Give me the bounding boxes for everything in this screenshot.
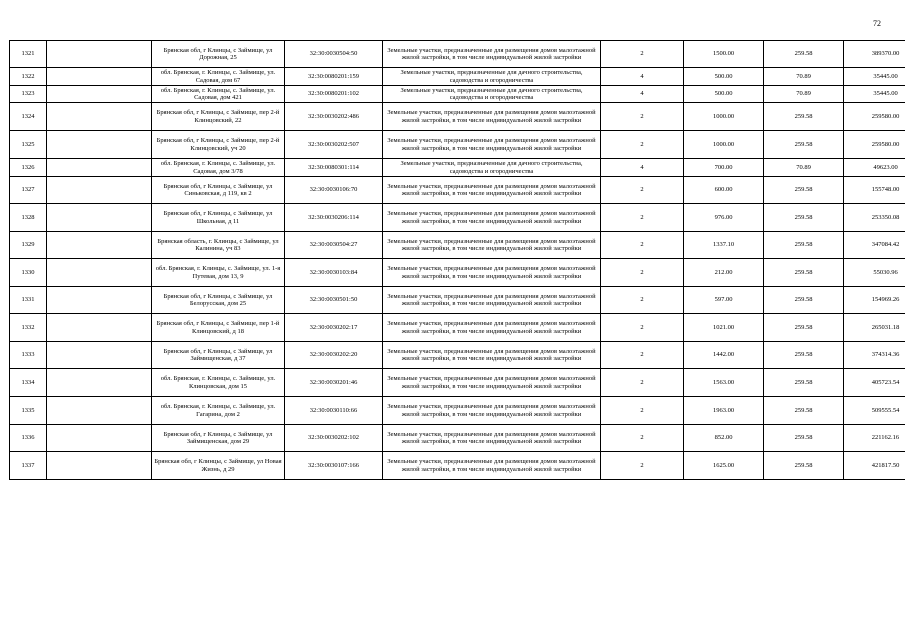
- table-row: [10, 131, 905, 159]
- row-number-cell: 1328: [10, 204, 47, 232]
- area-cell: 500.00: [684, 86, 764, 103]
- cadastral-number-cell: 32:30:0030202:507: [285, 131, 383, 159]
- table-row: [10, 397, 905, 425]
- cadastral-value-cell: 35445.00: [844, 86, 905, 103]
- row-number-cell: 1333: [10, 342, 47, 369]
- blank-cell: [47, 452, 152, 480]
- land-purpose-cell: Земельные участки, предназначенные для размещения домов малоэтажной жилой застройки, в том числе индивидуальной жилой застройки: [383, 103, 601, 131]
- land-purpose-cell: Земельные участки, предназначенные для размещения домов малоэтажной жилой застройки, в том числе индивидуальной жилой застройки: [383, 259, 601, 287]
- row-number-cell: 1326: [10, 159, 47, 177]
- blank-cell: [47, 204, 152, 232]
- specific-value-cell: 259.58: [764, 369, 844, 397]
- land-purpose-cell: Земельные участки, предназначенные для дачного строительства, садоводства и огородничества: [383, 159, 601, 177]
- address-cell: Брянская обл, г Клинцы, с Займище, пер 2-й Клинцовский, уч 20: [152, 131, 285, 159]
- land-purpose-cell: Земельные участки, предназначенные для размещения домов малоэтажной жилой застройки, в том числе индивидуальной жилой застройки: [383, 287, 601, 314]
- area-cell: 1963.00: [684, 397, 764, 425]
- group-number-cell: 2: [601, 342, 684, 369]
- cadastral-value-cell: 55030.96: [844, 259, 905, 287]
- cadastral-number-cell: 32:30:0030201:46: [285, 369, 383, 397]
- specific-value-cell: 259.58: [764, 425, 844, 452]
- cadastral-number-cell: 32:30:0030202:486: [285, 103, 383, 131]
- group-number-cell: 2: [601, 397, 684, 425]
- table-row: [10, 177, 905, 204]
- group-number-cell: 2: [601, 314, 684, 342]
- land-purpose-cell: Земельные участки, предназначенные для размещения домов малоэтажной жилой застройки, в том числе индивидуальной жилой застройки: [383, 204, 601, 232]
- land-purpose-cell: Земельные участки, предназначенные для размещения домов малоэтажной жилой застройки, в том числе индивидуальной жилой застройки: [383, 342, 601, 369]
- group-number-cell: 2: [601, 103, 684, 131]
- group-number-cell: 2: [601, 177, 684, 204]
- group-number-cell: 4: [601, 68, 684, 86]
- blank-cell: [47, 425, 152, 452]
- address-cell: Брянская обл, г Клинцы, с Займище, пер 1-й Клинцовский, д 18: [152, 314, 285, 342]
- cadastral-value-cell: 265031.18: [844, 314, 905, 342]
- blank-cell: [47, 397, 152, 425]
- address-cell: Брянская обл, г Клинцы, с Займище, пер 2-й Клинцовский, 22: [152, 103, 285, 131]
- row-number-cell: 1336: [10, 425, 47, 452]
- specific-value-cell: 259.58: [764, 397, 844, 425]
- address-cell: обл. Брянская, г. Клинцы, с. Займище, ул. Гагарина, дом 2: [152, 397, 285, 425]
- row-number-cell: 1330: [10, 259, 47, 287]
- group-number-cell: 2: [601, 41, 684, 68]
- table-row: [10, 86, 905, 103]
- cadastral-value-cell: 221162.16: [844, 425, 905, 452]
- specific-value-cell: 259.58: [764, 314, 844, 342]
- row-number-cell: 1327: [10, 177, 47, 204]
- area-cell: 1337.10: [684, 232, 764, 259]
- blank-cell: [47, 131, 152, 159]
- row-number-cell: 1331: [10, 287, 47, 314]
- cadastral-value-cell: 421817.50: [844, 452, 905, 480]
- blank-cell: [47, 68, 152, 86]
- blank-cell: [47, 177, 152, 204]
- address-cell: Брянская обл, г Клинцы, с Займище, ул Белорусская, дом 25: [152, 287, 285, 314]
- area-cell: 500.00: [684, 68, 764, 86]
- table-row: [10, 232, 905, 259]
- address-cell: Брянская область, г. Клинцы, с Займище, ул Калинина, уч 83: [152, 232, 285, 259]
- address-cell: Брянская обл, г Клинцы, с Займище, ул Синьковская, д 119, кв 2: [152, 177, 285, 204]
- blank-cell: [47, 86, 152, 103]
- group-number-cell: 2: [601, 452, 684, 480]
- cadastral-number-cell: 32:30:0080301:114: [285, 159, 383, 177]
- group-number-cell: 2: [601, 204, 684, 232]
- cadastral-number-cell: 32:30:0080201:159: [285, 68, 383, 86]
- cadastral-number-cell: 32:30:0030202:102: [285, 425, 383, 452]
- blank-cell: [47, 314, 152, 342]
- cadastral-number-cell: 32:30:0030106:70: [285, 177, 383, 204]
- group-number-cell: 2: [601, 287, 684, 314]
- address-cell: обл. Брянская, г. Клинцы, с. Займище, ул. Садовая, дом 67: [152, 68, 285, 86]
- specific-value-cell: 259.58: [764, 177, 844, 204]
- table-row: [10, 452, 905, 480]
- registry-table-body: [10, 41, 905, 480]
- specific-value-cell: 259.58: [764, 342, 844, 369]
- table-row: [10, 103, 905, 131]
- specific-value-cell: 70.89: [764, 159, 844, 177]
- table-row: [10, 204, 905, 232]
- address-cell: обл. Брянская, г. Клинцы, с. Займище, ул. Клинцовская, дом 15: [152, 369, 285, 397]
- cadastral-number-cell: 32:30:0030504:50: [285, 41, 383, 68]
- cadastral-number-cell: 32:30:0030202:20: [285, 342, 383, 369]
- land-purpose-cell: Земельные участки, предназначенные для размещения домов малоэтажной жилой застройки, в том числе индивидуальной жилой застройки: [383, 232, 601, 259]
- area-cell: 852.00: [684, 425, 764, 452]
- land-purpose-cell: Земельные участки, предназначенные для размещения домов малоэтажной жилой застройки, в том числе индивидуальной жилой застройки: [383, 425, 601, 452]
- blank-cell: [47, 287, 152, 314]
- address-cell: обл. Брянская, г. Клинцы, с. Займище, ул. Садовая, дом 421: [152, 86, 285, 103]
- address-cell: Брянская обл, г Клинцы, с Займище, ул Займищенская, дом 29: [152, 425, 285, 452]
- address-cell: Брянская обл, г Клинцы, с Займище, ул Новая Жизнь, д 29: [152, 452, 285, 480]
- address-cell: Брянская обл, г Клинцы, с Займище, ул Школьная, д 11: [152, 204, 285, 232]
- specific-value-cell: 259.58: [764, 259, 844, 287]
- specific-value-cell: 259.58: [764, 204, 844, 232]
- land-purpose-cell: Земельные участки, предназначенные для размещения домов малоэтажной жилой застройки, в том числе индивидуальной жилой застройки: [383, 314, 601, 342]
- cadastral-number-cell: 32:30:0030501:50: [285, 287, 383, 314]
- area-cell: 1000.00: [684, 103, 764, 131]
- table-row: [10, 342, 905, 369]
- cadastral-number-cell: 32:30:0030206:114: [285, 204, 383, 232]
- cadastral-value-cell: 259580.00: [844, 131, 905, 159]
- land-purpose-cell: Земельные участки, предназначенные для дачного строительства, садоводства и огородничества: [383, 68, 601, 86]
- table-row: [10, 369, 905, 397]
- specific-value-cell: 259.58: [764, 41, 844, 68]
- area-cell: 597.00: [684, 287, 764, 314]
- area-cell: 1000.00: [684, 131, 764, 159]
- row-number-cell: 1324: [10, 103, 47, 131]
- area-cell: 1021.00: [684, 314, 764, 342]
- cadastral-value-cell: 509555.54: [844, 397, 905, 425]
- table-row: [10, 159, 905, 177]
- land-registry-table: [9, 40, 905, 480]
- row-number-cell: 1332: [10, 314, 47, 342]
- group-number-cell: 2: [601, 425, 684, 452]
- row-number-cell: 1329: [10, 232, 47, 259]
- cadastral-number-cell: 32:30:0080201:102: [285, 86, 383, 103]
- blank-cell: [47, 103, 152, 131]
- address-cell: обл. Брянская, г. Клинцы, с. Займище, ул. 1-я Путевая, дом 13, 9: [152, 259, 285, 287]
- land-purpose-cell: Земельные участки, предназначенные для размещения домов малоэтажной жилой застройки, в том числе индивидуальной жилой застройки: [383, 41, 601, 68]
- row-number-cell: 1322: [10, 68, 47, 86]
- cadastral-number-cell: 32:30:0030202:17: [285, 314, 383, 342]
- cadastral-value-cell: 253350.08: [844, 204, 905, 232]
- group-number-cell: 2: [601, 131, 684, 159]
- blank-cell: [47, 259, 152, 287]
- land-purpose-cell: Земельные участки, предназначенные для размещения домов малоэтажной жилой застройки, в том числе индивидуальной жилой застройки: [383, 369, 601, 397]
- specific-value-cell: 70.89: [764, 68, 844, 86]
- table-row: [10, 68, 905, 86]
- specific-value-cell: 70.89: [764, 86, 844, 103]
- land-purpose-cell: Земельные участки, предназначенные для размещения домов малоэтажной жилой застройки, в том числе индивидуальной жилой застройки: [383, 131, 601, 159]
- cadastral-value-cell: 389370.00: [844, 41, 905, 68]
- land-purpose-cell: Земельные участки, предназначенные для размещения домов малоэтажной жилой застройки, в том числе индивидуальной жилой застройки: [383, 397, 601, 425]
- cadastral-value-cell: 347084.42: [844, 232, 905, 259]
- group-number-cell: 4: [601, 86, 684, 103]
- specific-value-cell: 259.58: [764, 232, 844, 259]
- address-cell: обл. Брянская, г. Клинцы, с. Займище, ул. Садовая, дом 3/78: [152, 159, 285, 177]
- row-number-cell: 1325: [10, 131, 47, 159]
- cadastral-number-cell: 32:30:0030107:166: [285, 452, 383, 480]
- row-number-cell: 1334: [10, 369, 47, 397]
- specific-value-cell: 259.58: [764, 287, 844, 314]
- table-row: [10, 287, 905, 314]
- area-cell: 212.00: [684, 259, 764, 287]
- cadastral-number-cell: 32:30:0030504:27: [285, 232, 383, 259]
- address-cell: Брянская обл, г Клинцы, с Займище, ул Займищенская, д 37: [152, 342, 285, 369]
- cadastral-value-cell: 259580.00: [844, 103, 905, 131]
- cadastral-value-cell: 35445.00: [844, 68, 905, 86]
- group-number-cell: 2: [601, 259, 684, 287]
- group-number-cell: 2: [601, 369, 684, 397]
- specific-value-cell: 259.58: [764, 452, 844, 480]
- cadastral-value-cell: 155748.00: [844, 177, 905, 204]
- specific-value-cell: 259.58: [764, 131, 844, 159]
- cadastral-value-cell: 49623.00: [844, 159, 905, 177]
- address-cell: Брянская обл, г Клинцы, с Займище, ул Дорожная, 25: [152, 41, 285, 68]
- area-cell: 1442.00: [684, 342, 764, 369]
- group-number-cell: 2: [601, 232, 684, 259]
- blank-cell: [47, 159, 152, 177]
- page-number: 72: [873, 19, 881, 28]
- area-cell: 1500.00: [684, 41, 764, 68]
- blank-cell: [47, 369, 152, 397]
- specific-value-cell: 259.58: [764, 103, 844, 131]
- area-cell: 700.00: [684, 159, 764, 177]
- blank-cell: [47, 232, 152, 259]
- area-cell: 976.00: [684, 204, 764, 232]
- area-cell: 1625.00: [684, 452, 764, 480]
- cadastral-value-cell: 154969.26: [844, 287, 905, 314]
- row-number-cell: 1337: [10, 452, 47, 480]
- area-cell: 600.00: [684, 177, 764, 204]
- area-cell: 1563.00: [684, 369, 764, 397]
- table-row: [10, 425, 905, 452]
- group-number-cell: 4: [601, 159, 684, 177]
- cadastral-number-cell: 32:30:0030110:66: [285, 397, 383, 425]
- land-purpose-cell: Земельные участки, предназначенные для размещения домов малоэтажной жилой застройки, в том числе индивидуальной жилой застройки: [383, 177, 601, 204]
- table-row: [10, 314, 905, 342]
- blank-cell: [47, 41, 152, 68]
- cadastral-value-cell: 405723.54: [844, 369, 905, 397]
- land-purpose-cell: Земельные участки, предназначенные для размещения домов малоэтажной жилой застройки, в том числе индивидуальной жилой застройки: [383, 452, 601, 480]
- table-row: [10, 41, 905, 68]
- row-number-cell: 1335: [10, 397, 47, 425]
- cadastral-value-cell: 374314.36: [844, 342, 905, 369]
- table-row: [10, 259, 905, 287]
- row-number-cell: 1323: [10, 86, 47, 103]
- cadastral-number-cell: 32:30:0030103:84: [285, 259, 383, 287]
- land-purpose-cell: Земельные участки, предназначенные для дачного строительства, садоводства и огородничества: [383, 86, 601, 103]
- row-number-cell: 1321: [10, 41, 47, 68]
- blank-cell: [47, 342, 152, 369]
